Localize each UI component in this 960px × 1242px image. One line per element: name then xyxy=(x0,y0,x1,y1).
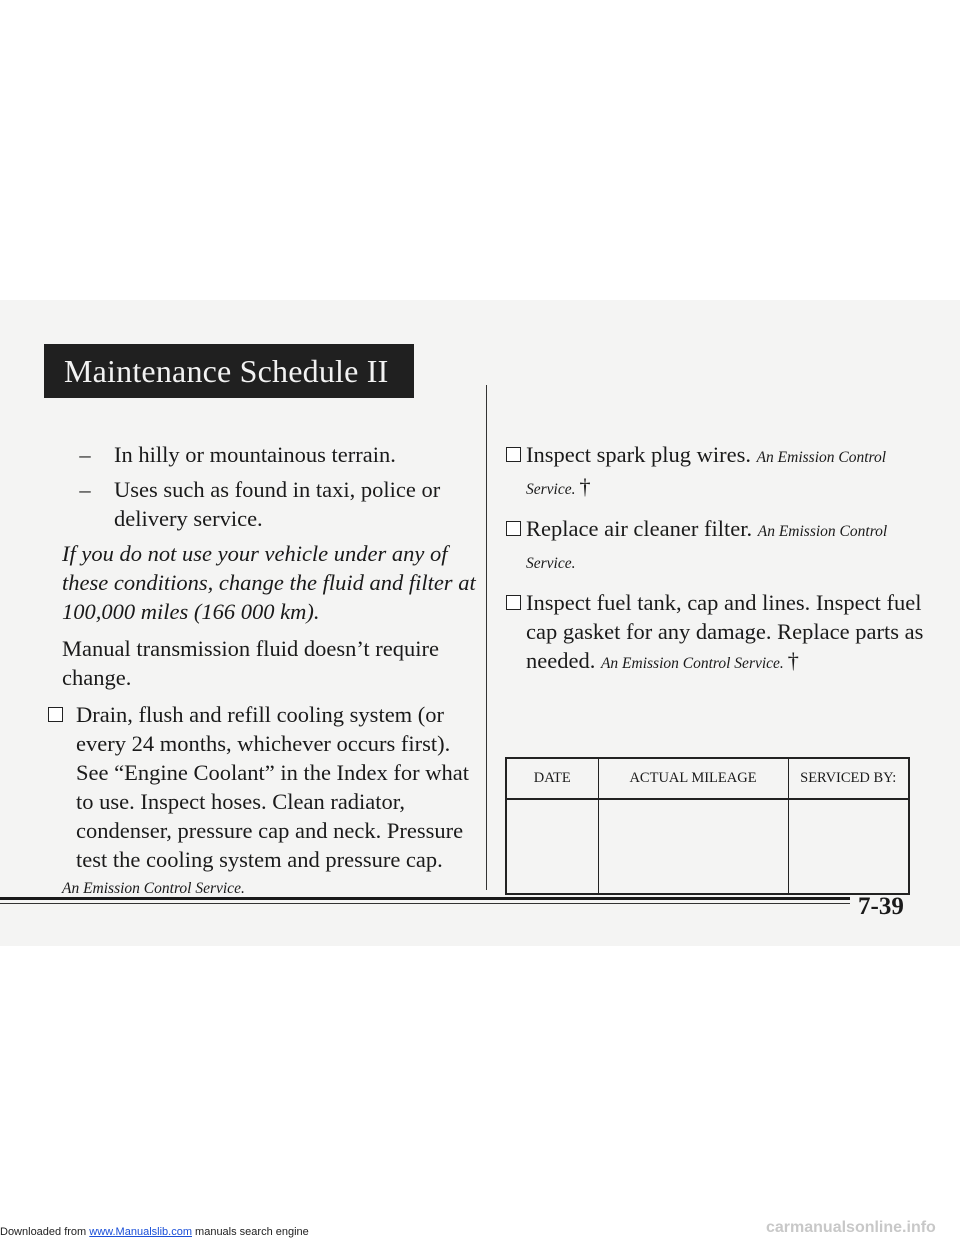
checklist-item-text: Drain, flush and refill cooling system (or every 24 months, whichever occurs first). See “Engine Coolant” in the Index for what to use. Inspect hoses. Clean radiator, condenser, pressure cap and neck. Pressure test the cooling system and pressure cap. xyxy=(76,702,470,872)
checklist-item-text: Inspect spark plug wires. xyxy=(526,442,751,467)
date-cell[interactable] xyxy=(506,799,598,894)
dash-item-text: In hilly or mountainous terrain. xyxy=(114,442,396,467)
manual-transmission-note: Manual transmission fluid doesn’t require change. xyxy=(62,636,440,690)
dash-list-item xyxy=(62,440,482,469)
page-number: 7-39 xyxy=(858,893,904,920)
column-header-serviced-by: SERVICED BY: xyxy=(788,758,909,799)
dagger-mark: † xyxy=(787,648,799,673)
dash-bullet: – xyxy=(79,442,91,467)
checkbox-icon[interactable] xyxy=(506,521,521,536)
checkbox-icon[interactable] xyxy=(506,595,521,610)
right-column xyxy=(506,440,926,688)
column-header-mileage: ACTUAL MILEAGE xyxy=(598,758,788,799)
section-header xyxy=(44,344,414,398)
emission-note: An Emission Control Service. xyxy=(600,655,788,672)
italic-note: If you do not use your vehicle under any of these conditions, change the fluid and filter at 100,000 miles (166 000 km). xyxy=(62,541,476,624)
dagger-mark: † xyxy=(579,474,591,499)
dash-bullet: – xyxy=(79,477,91,502)
table-row xyxy=(506,799,909,894)
checklist-item-text: Inspect fuel tank, cap and lines. Inspect fuel cap gasket for any damage. Replace parts as needed. xyxy=(526,590,924,673)
page-rule xyxy=(0,897,850,900)
checklist-item-cooling xyxy=(48,700,482,874)
column-divider xyxy=(486,385,487,890)
watermark: carmanualsonline.info xyxy=(766,1219,936,1236)
serviced-by-cell[interactable] xyxy=(788,799,909,894)
checklist-item-text: Replace air cleaner filter. xyxy=(526,516,753,541)
footer-prefix: Downloaded from xyxy=(0,1226,90,1238)
manualslib-link[interactable]: www.Manualslib.com xyxy=(89,1226,192,1238)
checkbox-icon[interactable] xyxy=(506,447,521,462)
checklist-item-spark-plug xyxy=(506,440,926,504)
emission-note: An Emission Control Service. xyxy=(526,523,888,572)
dash-list-item xyxy=(62,475,482,533)
checklist-item-fuel-tank xyxy=(506,588,926,678)
emission-note: An Emission Control Service. xyxy=(526,449,887,498)
column-header-date: DATE xyxy=(506,758,598,799)
emission-note: An Emission Control Service. xyxy=(62,880,245,897)
left-column xyxy=(62,440,482,898)
checklist-item-air-filter xyxy=(506,514,926,578)
section-title: Maintenance Schedule II xyxy=(64,353,389,389)
mileage-cell[interactable] xyxy=(598,799,788,894)
download-footer xyxy=(0,1226,309,1238)
checkbox-icon[interactable] xyxy=(48,707,63,722)
service-record-table xyxy=(505,757,910,895)
page-rule xyxy=(0,903,850,904)
table-header-row xyxy=(506,758,909,799)
dash-item-text: Uses such as found in taxi, police or delivery service. xyxy=(114,477,441,531)
footer-suffix: manuals search engine xyxy=(191,1226,309,1238)
